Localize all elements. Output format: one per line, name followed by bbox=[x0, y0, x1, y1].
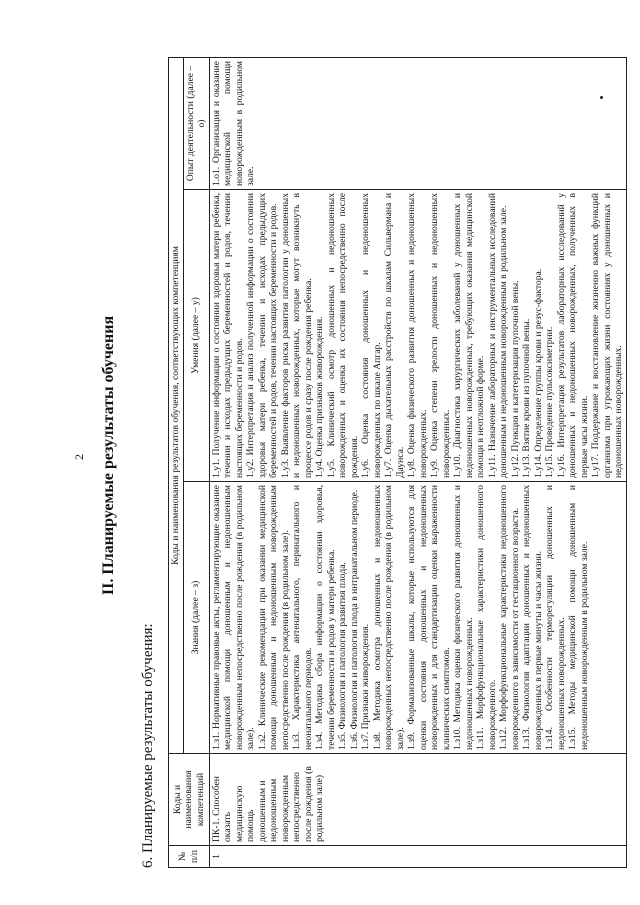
list-item: 1.з4. Методика сбора информации о состоянии здоровья, течении беременности и родов у матери ребенка. bbox=[314, 485, 337, 750]
list-item: 1.у2. Интерпретация и анализ полученной информации о состоянии здоровья матери ребенка, течении и исходах предыдущих беременностей и родов, течении настоящих беременности и родов. bbox=[245, 193, 279, 478]
list-item: 1.у1. Получение информации о состоянии здоровья матери ребенка, течении и исходах предыдущих беременностей и родов, течении настоящих беременности и родов. bbox=[210, 193, 245, 478]
list-item: 1.у9. Оценка степени зрелости доношенных и недоношенных новорожденных. bbox=[429, 193, 452, 478]
header-knowledge: Знания (далее – з) bbox=[183, 482, 209, 754]
header-competency: Коды и наименования компетенций bbox=[169, 754, 210, 846]
header-num: № п/п bbox=[169, 846, 210, 868]
list-item: 1.у3. Выявление факторов риска развития патологии у доношенных и недоношенных новорожденных, которые могут возникнуть в процессе родов и сразу после рождения ребенка. bbox=[279, 193, 314, 478]
list-item: 1.з12. Морфофункциональные характеристики недоношенного новорожденного в зависимости от гестационного возраста. bbox=[498, 485, 521, 750]
list-item: 1.у15. Проведение пульсоксиметрии. bbox=[544, 326, 555, 478]
page-number: 2 bbox=[72, 454, 86, 460]
list-item: 1.з7. Признаки живорождения. bbox=[360, 623, 371, 750]
list-item: 1.з9. Формализованные шкалы, которые используются для оценки состояния доношенных и недоношенных новорожденных и для стандартизации оценки выраженности клинических симптомов. bbox=[406, 485, 452, 750]
table-row bbox=[209, 58, 626, 868]
list-item: 1.з2. Клинические рекомендации при оказании медицинской помощи доношенным и недоношенным новорожденным непосредственно после рождения (в родильном зале). bbox=[256, 485, 291, 750]
list-item: 1.у10. Диагностика хирургических заболеваний у доношенных и недоношенных новорожденных, требующих оказания медицинской помощи в неотложной форме. bbox=[452, 193, 486, 478]
header-experience: Опыт деятельности (далее – о) bbox=[183, 58, 209, 190]
list-item: 1.у6. Оценка состояния доношенных и недоношенных новорожденных по шкале Апгар. bbox=[360, 193, 383, 478]
list-item: 1.у8. Оценка физического развития доношенных и недоношенных новорожденных. bbox=[406, 193, 429, 478]
list-item: 1.з15. Методы медицинской помощи доношенным и недоношенным новорожденным в родильном зале. bbox=[567, 485, 590, 750]
list-item: 1.у5. Клинический осмотр доношенных и недоношенных новорожденных и оценка их состояния непосредственно после рождения. bbox=[325, 193, 360, 478]
header-skills: Умения (далее – у) bbox=[183, 190, 209, 482]
list-item: 1.з10. Методика оценки физического развития доношенных и недоношенных новорожденных. bbox=[452, 485, 475, 750]
list-item: 1.з11. Морфофункциональные характеристики доношенного новорожденного. bbox=[475, 485, 498, 750]
experience-cell bbox=[209, 58, 626, 190]
list-item: 1.у11. Назначение лабораторных и инструментальных исследований доношенным и недоношенным новорожденным в родильном зале. bbox=[486, 193, 509, 478]
list-item: 1.у16. Интерпретация результатов лабораторных исследований у доношенных и недоношенных новорожденных, полученных в первые часы жизни. bbox=[555, 193, 590, 478]
list-item: 1.з1. Нормативные правовые акты, регламентирующие оказание медицинской помощи доношенным и недоношенным новорожденным непосредственно после рождения (в родильном зале). bbox=[210, 485, 256, 750]
rotated-page-content bbox=[100, 43, 640, 868]
list-item: 1.у12. Пункция и катетеризация пупочной вены. bbox=[509, 280, 521, 478]
list-item: 1.у14. Определение группы крови и резус-фактора. bbox=[532, 268, 544, 478]
list-item: 1.у17. Поддержание и восстановление жизненно важных функций организма при угрожающих жизни состояниях у доношенных и недоношенных новорожденных. bbox=[590, 193, 624, 478]
list-item: 1.о1. Организация и оказание медицинской помощи новорожденным в родильном зале. bbox=[210, 61, 256, 186]
list-item: 1.у4. Оценка признаков живорождения. bbox=[314, 316, 325, 478]
knowledge-cell bbox=[209, 482, 626, 754]
competency-cell: ПК-1. Способен оказать медицинскую помощь доношенным и недоношенным новорожденным непосредственно после рождения (в родильном зале) bbox=[209, 754, 626, 846]
list-item: 1.з14. Особенности терморегуляции доношенных и недоношенных новорожденных. bbox=[544, 485, 567, 750]
list-item: 1.з5. Физиология и патология развития плода. bbox=[337, 562, 348, 750]
list-item: 1.з3. Характеристика антенатального, перинатального и неонатального периодов. bbox=[291, 485, 314, 750]
list-item: 1.з13. Физиология адаптации доношенных и недоношенных новорожденных в первые минуты и часы жизни. bbox=[521, 485, 544, 750]
list-item: 1.з6. Физиология и патология плода в интранатальном периоде. bbox=[348, 489, 360, 750]
header-results-group: Коды и наименования результатов обучения, соответствующих компетенциям bbox=[169, 58, 184, 754]
learning-outcomes-table bbox=[168, 57, 627, 868]
list-item: 1.у13. Взятие крови из пупочной вены. bbox=[521, 318, 532, 478]
list-item: 1.у7. Оценка дыхательных расстройств по шкалам Сильвермана и Даунса. bbox=[383, 193, 406, 478]
section-title: II. Планируемые результаты обучения bbox=[100, 315, 117, 596]
list-item: 1.з8. Методика осмотра доношенных и недоношенных новорожденных непосредственно после рождения (в родильном зале). bbox=[371, 485, 406, 750]
skills-cell bbox=[209, 190, 626, 482]
row-num: 1 bbox=[209, 846, 626, 868]
subsection-title: 6. Планируемые результаты обучения: bbox=[140, 623, 156, 868]
